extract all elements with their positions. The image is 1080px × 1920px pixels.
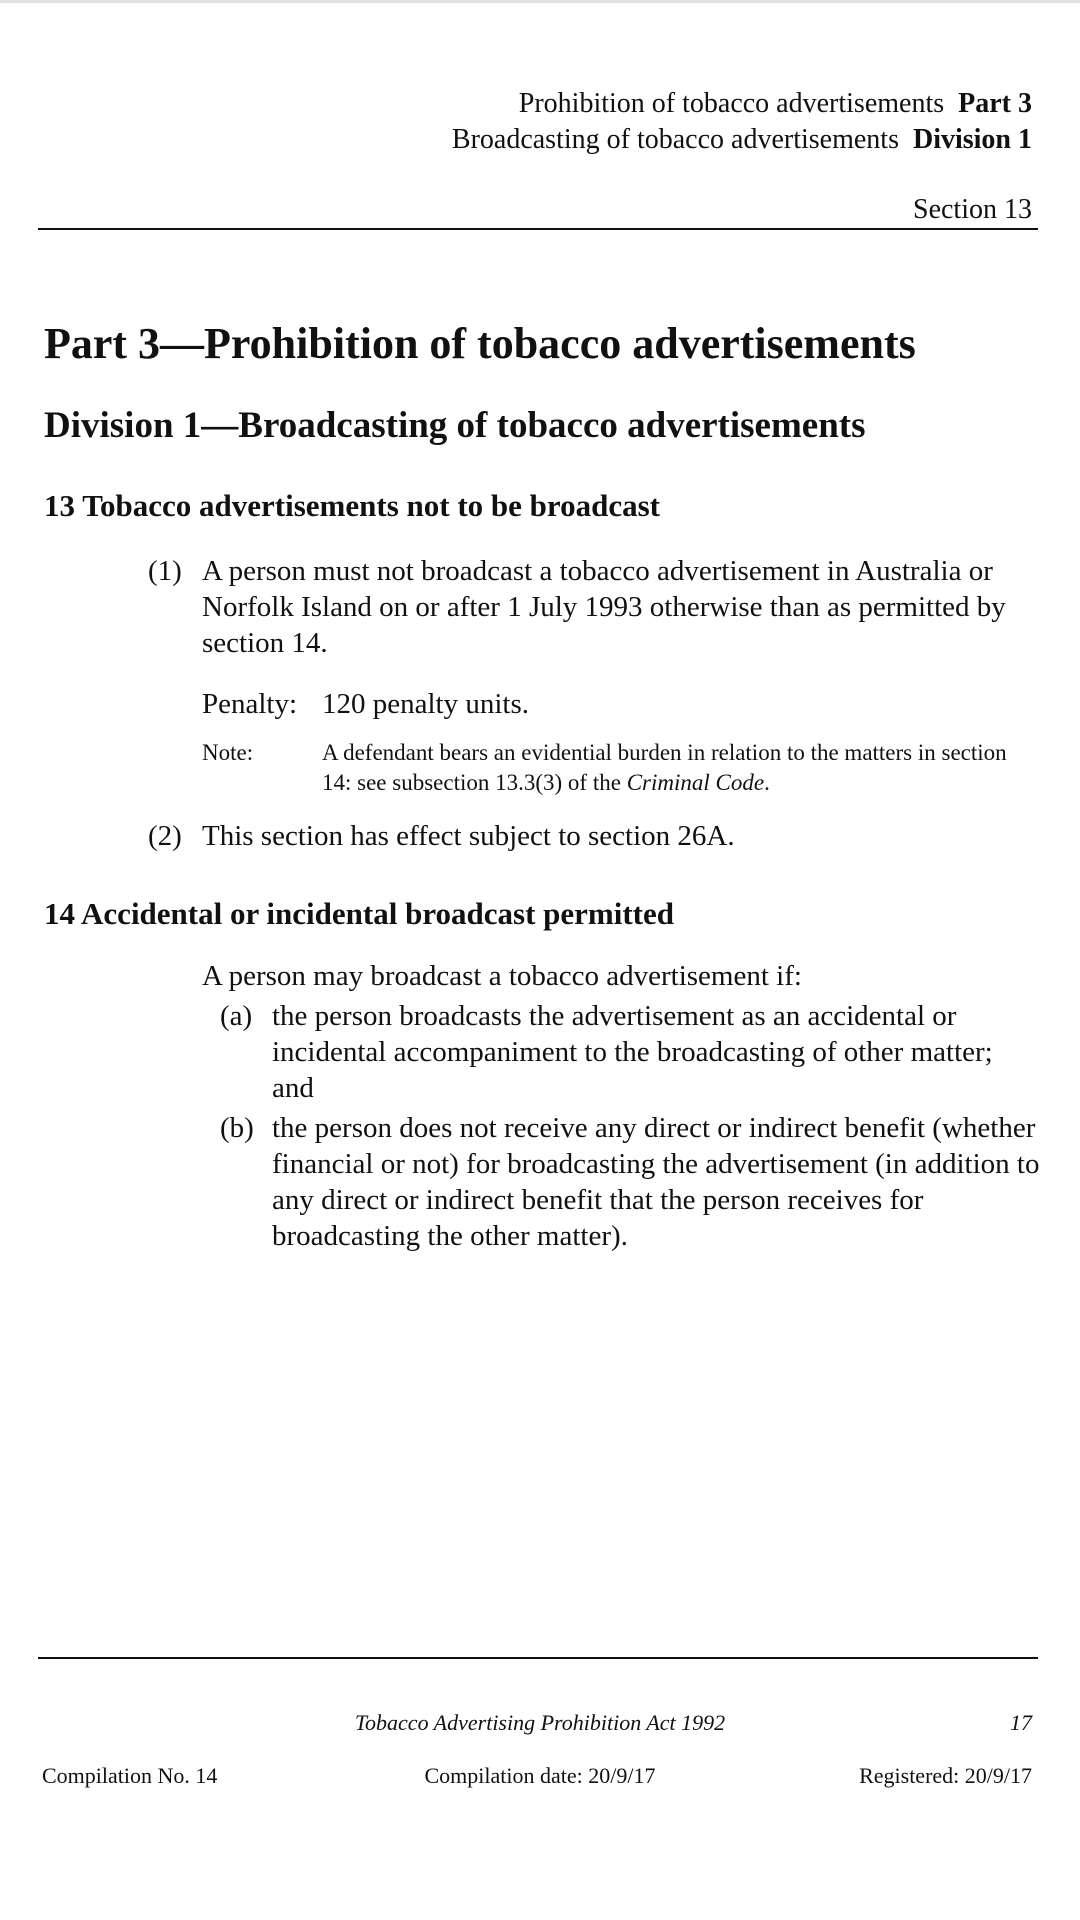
section-13-heading: 13 Tobacco advertisements not to be broadcast	[44, 488, 660, 523]
paragraph-b-text: the person does not receive any direct or indirect benefit (whether financial or not) for broadcasting the advertisement (in addition to any direct or indirect benefit that the person receives for broadcasting the other matter).	[272, 1112, 1040, 1252]
note-text	[322, 738, 1032, 798]
running-header-part-text: Prohibition of tobacco advertisements	[518, 88, 945, 119]
footer-rule	[38, 1657, 1038, 1659]
paragraph-a-number: (a)	[220, 1000, 253, 1032]
note-end: .	[764, 770, 770, 795]
paragraph-b-number: (b)	[220, 1112, 254, 1144]
note-label: Note:	[202, 740, 254, 765]
footer-compilation-number: Compilation No. 14	[42, 1763, 218, 1788]
footer-compilation-date: Compilation date: 20/9/17	[424, 1763, 656, 1788]
running-header-division	[452, 124, 1032, 156]
running-header-division-text: Broadcasting of tobacco advertisements	[451, 124, 899, 155]
subsection-2-text: This section has effect subject to section 26A.	[202, 820, 735, 852]
running-header-part	[519, 88, 1032, 120]
penalty-label: Penalty:	[202, 688, 298, 720]
footer-page-number: 17	[1010, 1710, 1032, 1735]
subsection-2-number: (2)	[148, 820, 182, 852]
division-heading: Division 1—Broadcasting of tobacco advertisements	[44, 405, 866, 446]
header-rule	[38, 228, 1038, 230]
paragraph-a-text: the person broadcasts the advertisement as an accidental or incidental accompaniment to the broadcasting of other matter; and	[272, 1000, 993, 1104]
note-body: A defendant bears an evidential burden in relation to the matters in section 14: see subsection 13.3(3) of the	[322, 740, 1007, 795]
top-edge-shadow	[0, 0, 1080, 3]
part-heading: Part 3—Prohibition of tobacco advertisements	[44, 319, 916, 368]
subsection-1-number: (1)	[148, 555, 182, 587]
section-14-heading: 14 Accidental or incidental broadcast permitted	[44, 896, 675, 931]
section-14-intro: A person may broadcast a tobacco advertisement if:	[202, 960, 802, 992]
running-header-division-label: Division 1	[912, 124, 1032, 155]
note-criminal-code: Criminal Code	[626, 770, 765, 795]
penalty-text: 120 penalty units.	[322, 688, 530, 720]
subsection-1-text: A person must not broadcast a tobacco advertisement in Australia or Norfolk Island on or after 1 July 1993 otherwise than as permitted by section 14.	[202, 555, 1006, 659]
footer-registered: Registered: 20/9/17	[859, 1763, 1032, 1788]
running-header-part-label: Part 3	[958, 88, 1032, 119]
running-header-section: Section 13	[913, 194, 1032, 225]
footer-act-title: Tobacco Advertising Prohibition Act 1992	[354, 1710, 726, 1735]
